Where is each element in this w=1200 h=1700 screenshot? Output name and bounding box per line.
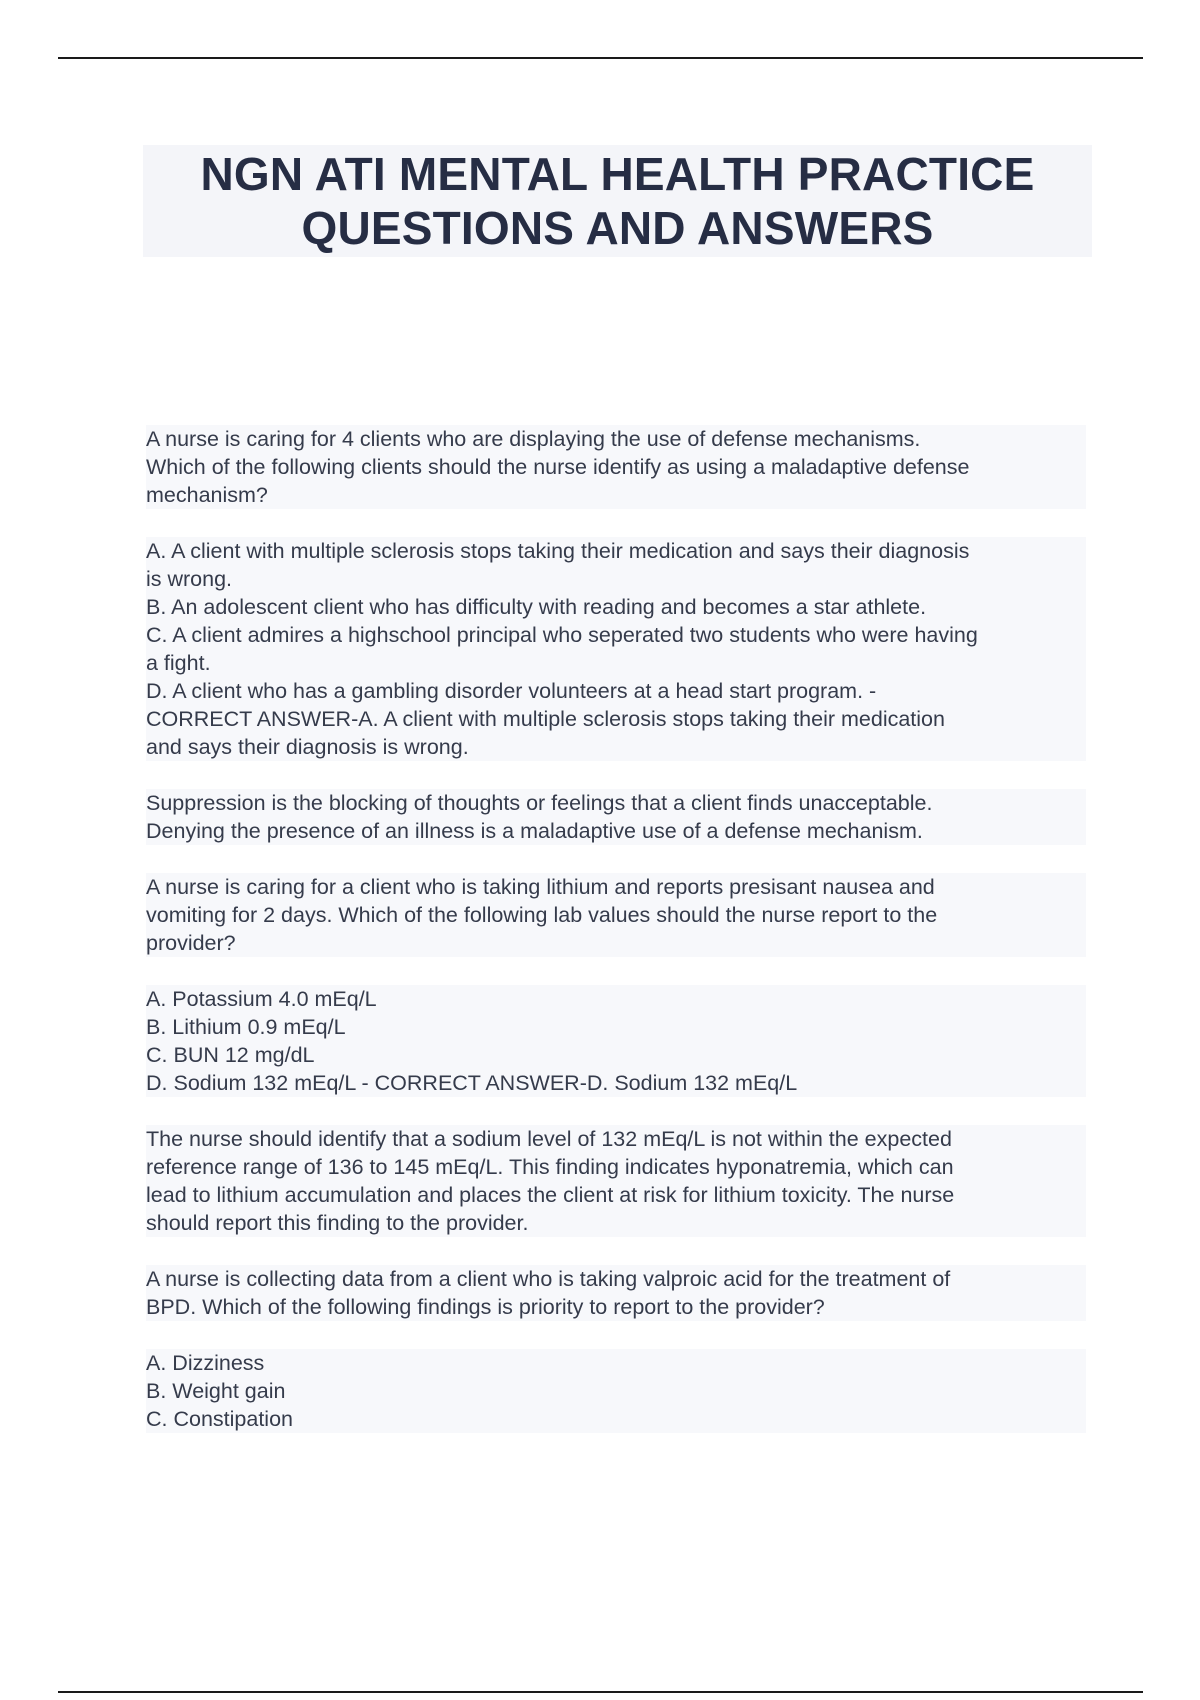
title-line: QUESTIONS AND ANSWERS [301,202,934,254]
text-line: B. Lithium 0.9 mEq/L [146,1015,346,1039]
title-banner [143,145,1092,257]
text-line: and says their diagnosis is wrong. [146,735,469,759]
text-line: A. Potassium 4.0 mEq/L [146,987,377,1011]
text-line: The nurse should identify that a sodium level of 132 mEq/L is not within the expected [146,1127,952,1151]
document-title [201,147,1035,255]
text-line: Suppression is the blocking of thoughts or feelings that a client finds unacceptable. [146,791,933,815]
text-line: C. BUN 12 mg/dL [146,1043,315,1067]
paragraph [146,789,1086,845]
paragraph [146,873,1086,957]
paragraph [146,425,1086,509]
text-line: BPD. Which of the following findings is priority to report to the provider? [146,1295,825,1319]
text-line: a fight. [146,651,211,675]
paragraph [146,1265,1086,1321]
text-line: A. Dizziness [146,1351,265,1375]
text-line: provider? [146,931,236,955]
text-line: lead to lithium accumulation and places the client at risk for lithium toxicity. The nurse [146,1183,955,1207]
text-line: vomiting for 2 days. Which of the following lab values should the nurse report to the [146,903,938,927]
text-line: D. Sodium 132 mEq/L - CORRECT ANSWER-D. Sodium 132 mEq/L [146,1071,798,1095]
text-line: CORRECT ANSWER-A. A client with multiple sclerosis stops taking their medication [146,707,945,731]
text-line: A nurse is caring for a client who is taking lithium and reports presisant nausea and [146,875,935,899]
title-line: NGN ATI MENTAL HEALTH PRACTICE [200,148,1035,200]
text-line: D. A client who has a gambling disorder volunteers at a head start program. - [146,679,877,703]
document-body [146,425,1086,1461]
text-line: C. A client admires a highschool principal who seperated two students who were having [146,623,978,647]
text-line: A nurse is caring for 4 clients who are displaying the use of defense mechanisms. [146,427,921,451]
text-line: B. An adolescent client who has difficulty with reading and becomes a star athlete. [146,595,927,619]
text-line: is wrong. [146,567,233,591]
text-line: Denying the presence of an illness is a maladaptive use of a defense mechanism. [146,819,923,843]
text-line: B. Weight gain [146,1379,286,1403]
text-line: should report this finding to the provider. [146,1211,529,1235]
header-rule [58,57,1143,59]
footer-rule [58,1691,1143,1693]
text-line: A nurse is collecting data from a client who is taking valproic acid for the treatment of [146,1267,951,1291]
text-line: C. Constipation [146,1407,293,1431]
text-line: reference range of 136 to 145 mEq/L. This finding indicates hyponatremia, which can [146,1155,954,1179]
paragraph [146,985,1086,1097]
paragraph [146,537,1086,761]
paragraph [146,1125,1086,1237]
text-line: mechanism? [146,483,268,507]
text-line: Which of the following clients should the nurse identify as using a maladaptive defense [146,455,970,479]
paragraph [146,1349,1086,1433]
text-line: A. A client with multiple sclerosis stops taking their medication and says their diagnosis [146,539,970,563]
